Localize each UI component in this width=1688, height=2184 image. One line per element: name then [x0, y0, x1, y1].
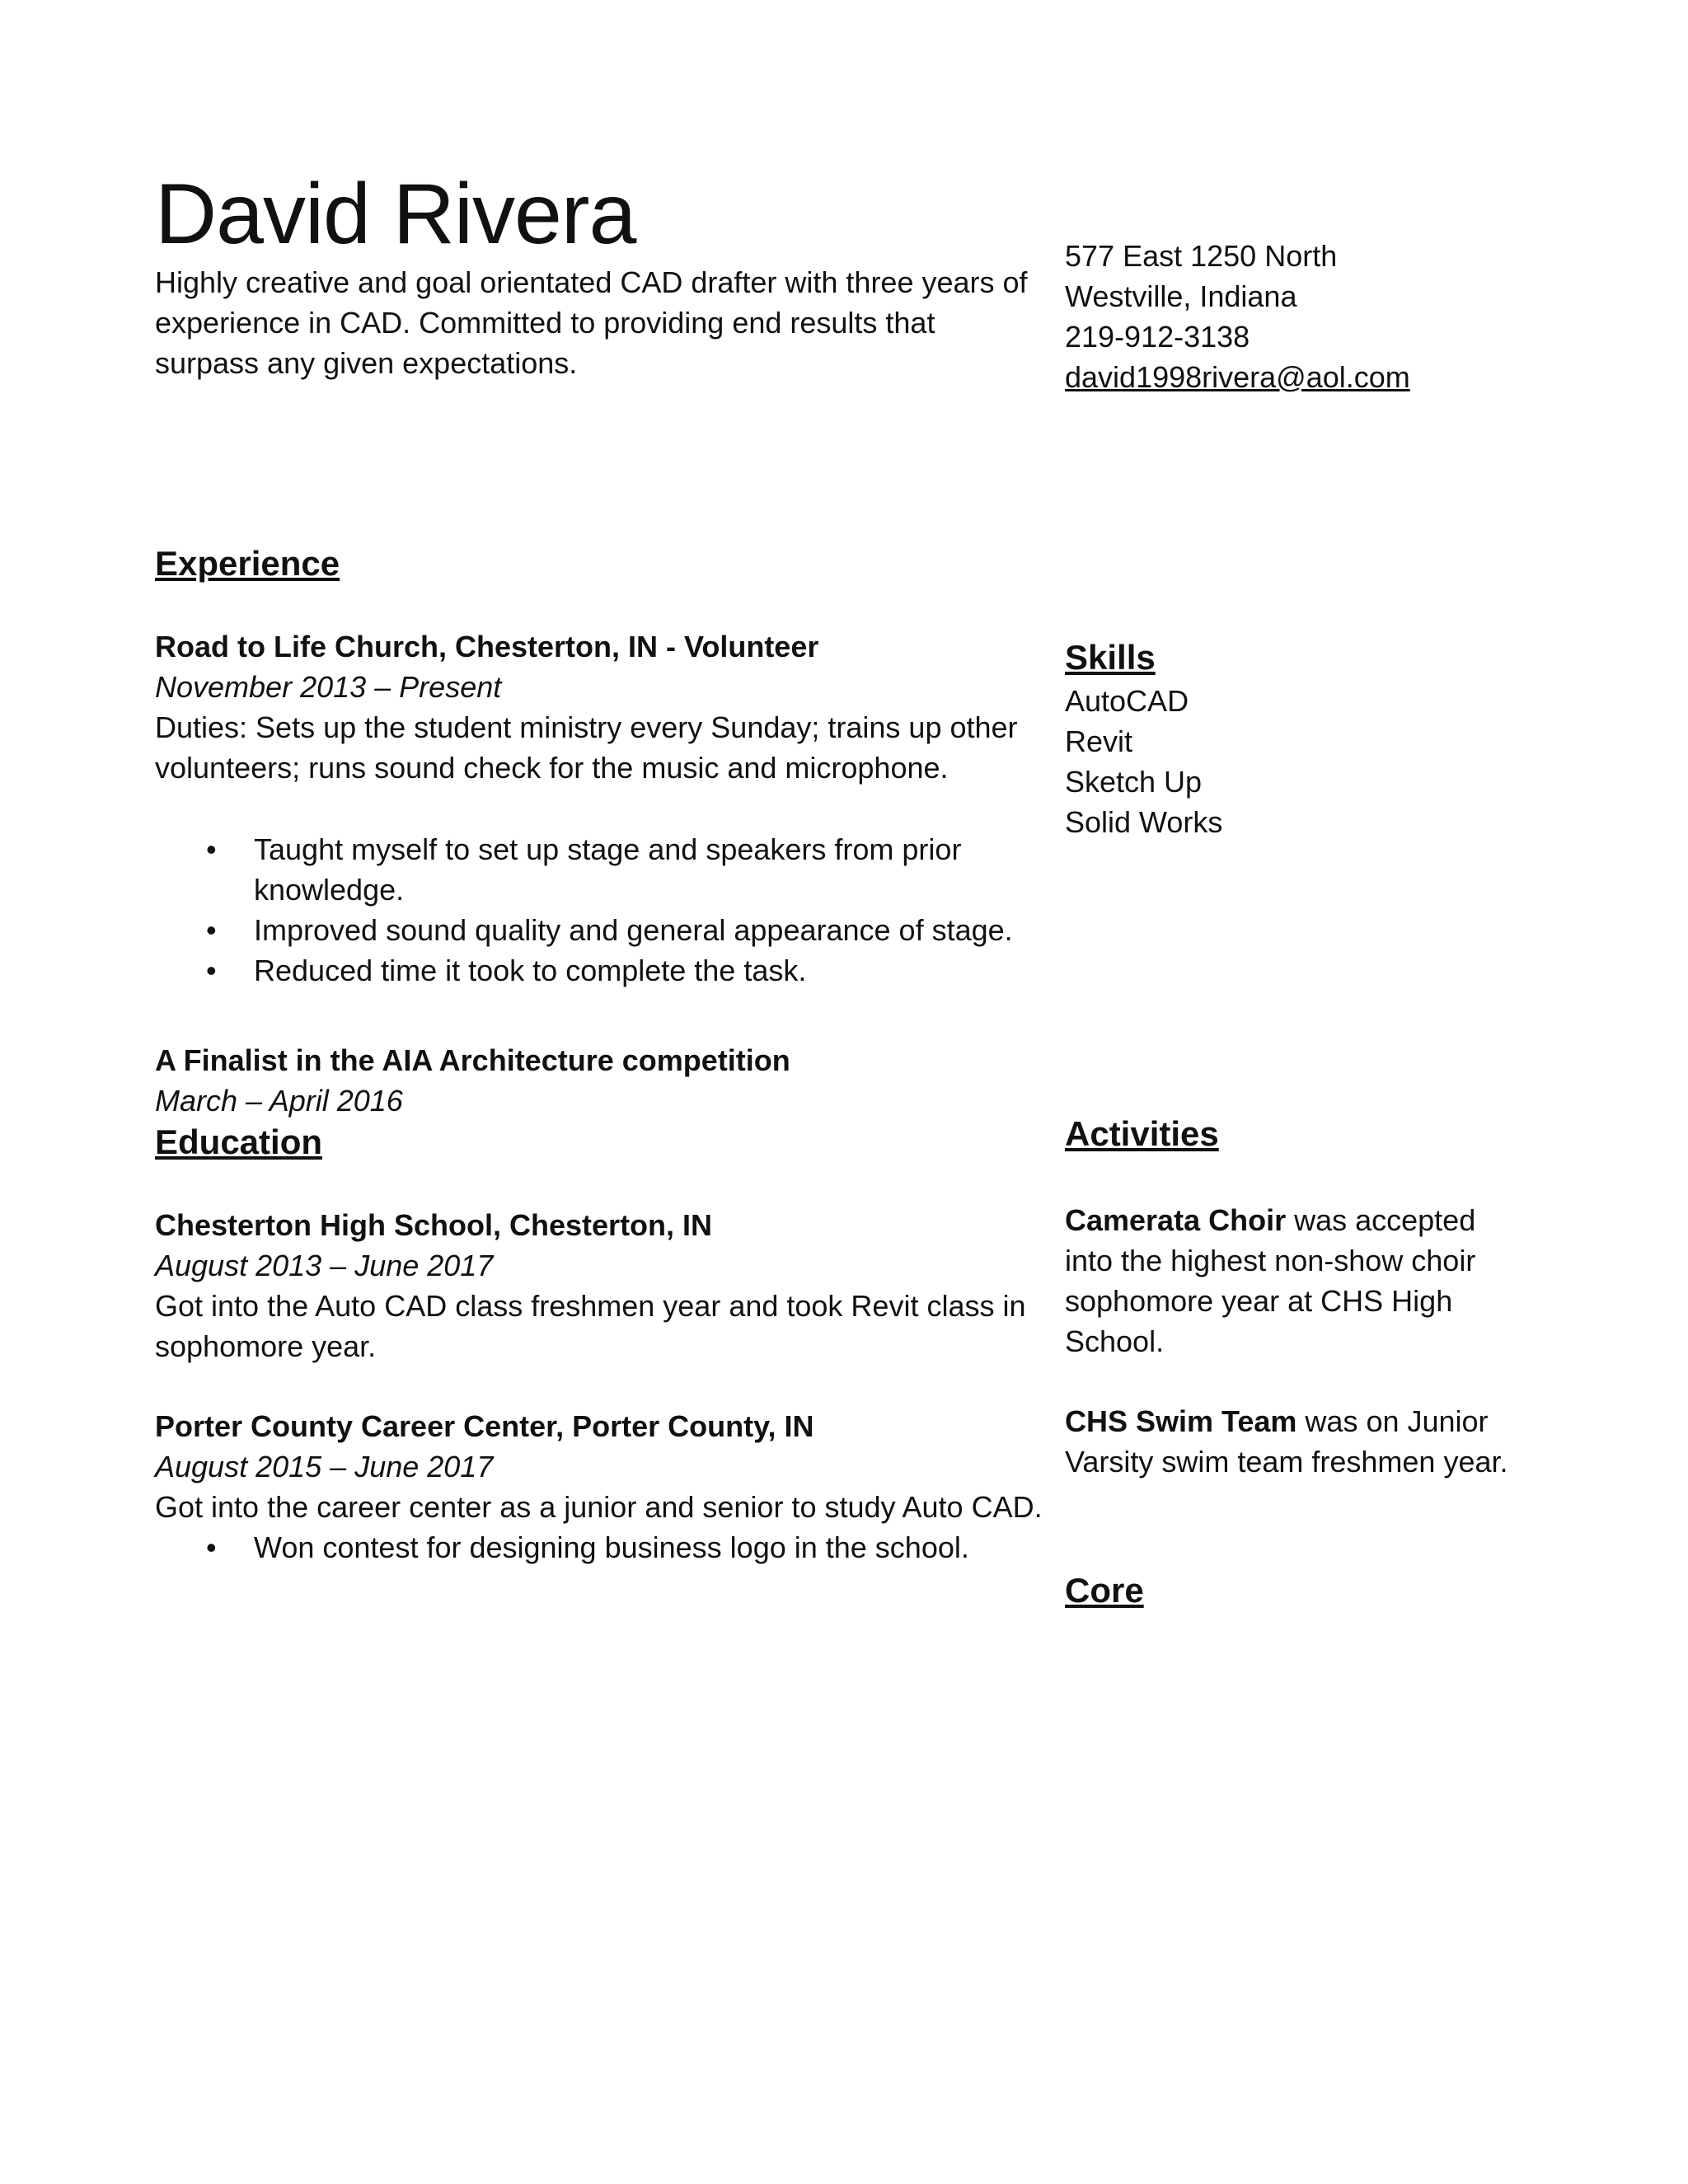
activity-name: Camerata Choir [1065, 1203, 1287, 1237]
experience-bullets [155, 829, 1029, 991]
experience-date: March – April 2016 [155, 1084, 403, 1118]
bullet-text: Reduced time it took to complete the task. [254, 954, 807, 987]
experience-entry [155, 1040, 1070, 1121]
education-description: Got into the Auto CAD class freshmen year and took Revit class in sophomore year. [155, 1289, 1026, 1363]
education-entry [155, 1205, 1070, 1366]
activity-entry [1065, 1200, 1510, 1361]
core-heading: Core [1065, 1571, 1144, 1610]
bullet-text: Taught myself to set up stage and speakers from prior knowledge. [254, 832, 962, 907]
contact-info [1065, 236, 1559, 397]
candidate-name: David Rivera [155, 166, 636, 262]
experience-description: Duties: Sets up the student ministry every Sunday; trains up other volunteers; runs sound check for the music and microphone. [155, 710, 1018, 785]
skills-list [1065, 681, 1526, 842]
education-bullets [155, 1527, 1029, 1568]
list-item: AutoCAD [1065, 684, 1189, 718]
skills-heading: Skills [1065, 638, 1156, 677]
list-item: Sketch Up [1065, 765, 1203, 799]
experience-title: A Finalist in the AIA Architecture competition [155, 1043, 790, 1077]
bullet-icon: • [206, 1530, 217, 1564]
bullet-text: Improved sound quality and general appearance of stage. [254, 913, 1013, 947]
experience-heading: Experience [155, 544, 340, 583]
experience-date: November 2013 – Present [155, 670, 502, 704]
activity-text: was accepted into the highest non-show choir sophomore year at CHS High School. [1065, 1203, 1476, 1358]
profile-summary: Highly creative and goal orientated CAD drafter with three years of experience in CAD. Committed to providing end results that surpass any given expectations. [155, 265, 1028, 380]
education-heading: Education [155, 1122, 323, 1161]
list-item [155, 1527, 1029, 1568]
bullet-icon: • [206, 954, 217, 987]
education-entry [155, 1406, 1070, 1527]
activity-text: was on Junior Varsity swim team freshmen year. [1065, 1404, 1508, 1479]
address-line-1: 577 East 1250 North [1065, 239, 1338, 273]
list-item: Revit [1065, 724, 1133, 758]
phone-number: 219-912-3138 [1065, 320, 1250, 354]
activity-entry [1065, 1401, 1510, 1482]
education-title: Porter County Career Center, Porter County, IN [155, 1409, 814, 1443]
education-description: Got into the career center as a junior and senior to study Auto CAD. [155, 1490, 1043, 1524]
email-link[interactable]: david1998rivera@aol.com [1065, 360, 1410, 394]
list-item [155, 950, 1029, 991]
list-item [155, 910, 1029, 950]
education-date: August 2015 – June 2017 [155, 1450, 494, 1483]
activity-name: CHS Swim Team [1065, 1404, 1297, 1438]
experience-entry [155, 626, 1070, 788]
experience-title: Road to Life Church, Chesterton, IN - Volunteer [155, 630, 819, 663]
activities-heading: Activities [1065, 1114, 1219, 1153]
bullet-icon: • [206, 832, 217, 866]
education-date: August 2013 – June 2017 [155, 1249, 494, 1282]
address-line-2: Westville, Indiana [1065, 279, 1297, 313]
bullet-text: Won contest for designing business logo in the school. [254, 1530, 969, 1564]
education-title: Chesterton High School, Chesterton, IN [155, 1208, 713, 1242]
list-item [155, 829, 1029, 910]
bullet-icon: • [206, 913, 217, 947]
list-item: Solid Works [1065, 805, 1223, 839]
